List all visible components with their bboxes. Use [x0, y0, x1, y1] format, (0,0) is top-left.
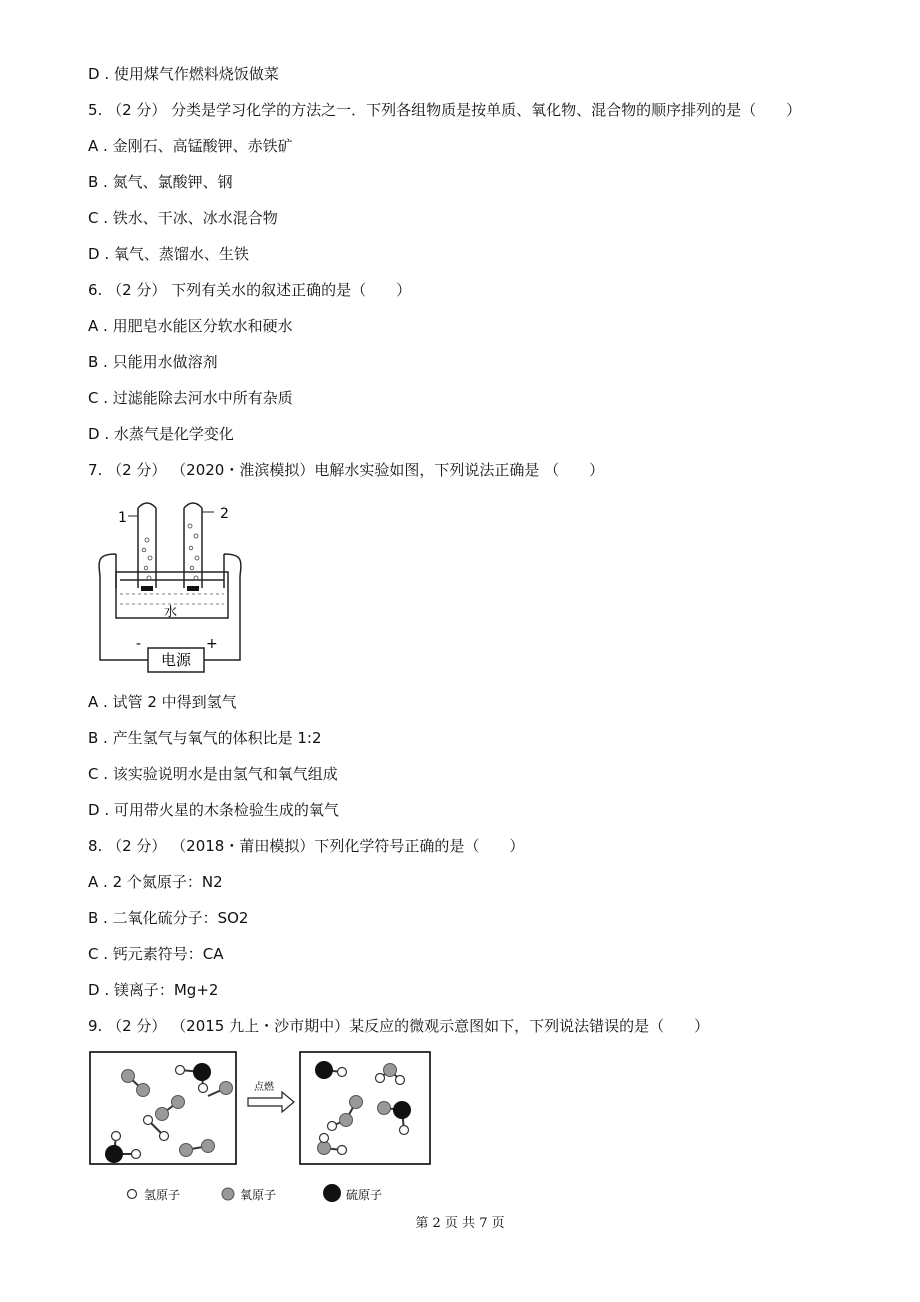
reaction-micro-diagram	[88, 1050, 438, 1208]
electrolysis-diagram	[96, 496, 246, 676]
legend-sulfur: 硫原子	[346, 1188, 383, 1202]
sulfur-atom-icon	[323, 1184, 341, 1202]
question-9: 9. （2 分） （2015 九上・沙市期中）某反应的微观示意图如下，下列说法错误的是（ ）	[88, 1017, 710, 1035]
legend-oxygen: 氧原子	[240, 1188, 277, 1202]
option-6c: C . 过滤能除去河水中所有杂质	[88, 389, 293, 407]
option-8a: A . 2 个氮原子：N2	[88, 873, 223, 891]
question-5: 5. （2 分） 分类是学习化学的方法之一．下列各组物质是按单质、氧化物、混合物的顺序排列的是（ ）	[88, 101, 802, 119]
minus-label: -	[136, 636, 142, 652]
option-5c: C . 铁水、干冰、冰水混合物	[88, 209, 278, 227]
power-label: 电源	[160, 651, 192, 669]
option-4d: D . 使用煤气作燃料烧饭做菜	[88, 65, 279, 83]
question-6: 6. （2 分） 下列有关水的叙述正确的是（ ）	[88, 281, 412, 299]
option-8c: C . 钙元素符号：CA	[88, 945, 224, 963]
option-7c: C . 该实验说明水是由氢气和氧气组成	[88, 765, 338, 783]
page-footer: 第 2 页 共 7 页	[415, 1216, 505, 1231]
tube-1-label: 1	[118, 510, 127, 526]
option-5d: D . 氧气、蒸馏水、生铁	[88, 245, 249, 263]
ignition-label: 点燃	[254, 1082, 274, 1093]
plus-label: +	[206, 636, 218, 652]
tube-2-label: 2	[220, 506, 229, 522]
option-6a: A . 用肥皂水能区分软水和硬水	[88, 317, 293, 335]
option-6d: D . 水蒸气是化学变化	[88, 425, 234, 443]
legend	[128, 1184, 383, 1202]
option-7a: A . 试管 2 中得到氢气	[88, 693, 237, 711]
hydrogen-atom-icon	[128, 1190, 137, 1199]
option-7b: B . 产生氢气与氧气的体积比是 1:2	[88, 729, 322, 747]
option-8b: B . 二氧化硫分子：SO2	[88, 909, 249, 927]
option-7d: D . 可用带火星的木条检验生成的氧气	[88, 801, 339, 819]
reaction-arrow	[248, 1080, 294, 1112]
water-label: 水	[164, 605, 178, 620]
option-5b: B . 氮气、氯酸钾、钢	[88, 173, 233, 191]
question-8: 8. （2 分） （2018・莆田模拟）下列化学符号正确的是（ ）	[88, 837, 525, 855]
option-6b: B . 只能用水做溶剂	[88, 353, 218, 371]
option-8d: D . 镁离子：Mg+2	[88, 981, 219, 999]
question-7: 7. （2 分） （2020・淮滨模拟）电解水实验如图，下列说法正确是 （ ）	[88, 461, 605, 479]
option-5a: A . 金刚石、高锰酸钾、赤铁矿	[88, 137, 293, 155]
oxygen-atom-icon	[222, 1188, 234, 1200]
legend-hydrogen: 氢原子	[144, 1188, 181, 1202]
